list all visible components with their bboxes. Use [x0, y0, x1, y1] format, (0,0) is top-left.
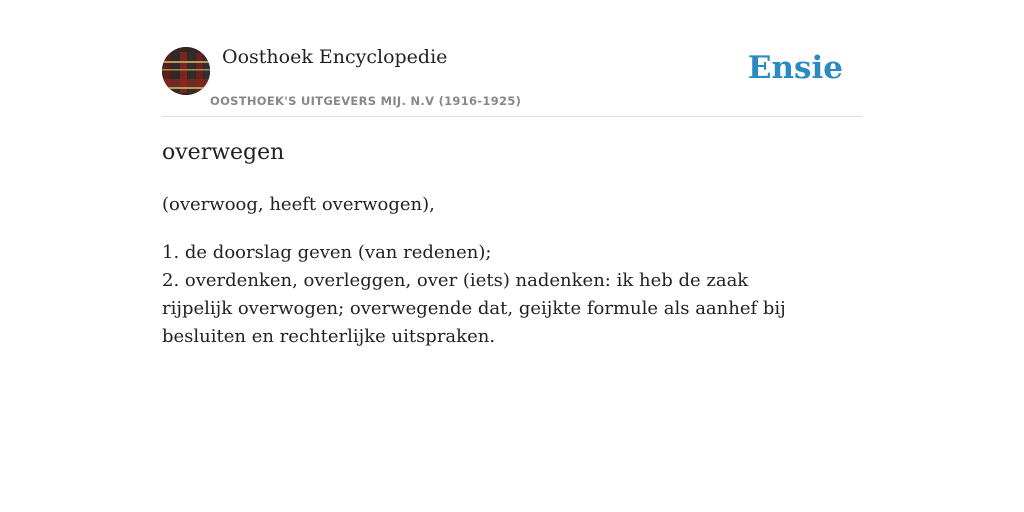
book-spines-icon: [162, 47, 210, 95]
definition-item: 1. de doorslag geven (van redenen);: [162, 242, 492, 263]
source-name[interactable]: Oosthoek Encyclopedie: [222, 46, 448, 68]
publisher-label: OOSTHOEK'S UITGEVERS MIJ. N.V (1916-1925): [210, 94, 522, 108]
definition-list: [162, 239, 802, 351]
entry-forms: (overwoog, heeft overwogen),: [162, 194, 435, 215]
source-avatar[interactable]: [162, 47, 210, 95]
entry-title: overwegen: [162, 140, 285, 165]
definition-item: 2. overdenken, overleggen, over (iets) nadenken: ik heb de zaak rijpelijk overwogen; overwegende dat, geijkte formule als aanhef bij besluiten en rechterlijke uitspraken.: [162, 270, 786, 347]
source-header: [162, 0, 862, 117]
brand-logo[interactable]: Ensie: [747, 50, 843, 86]
page-container: [162, 0, 862, 347]
